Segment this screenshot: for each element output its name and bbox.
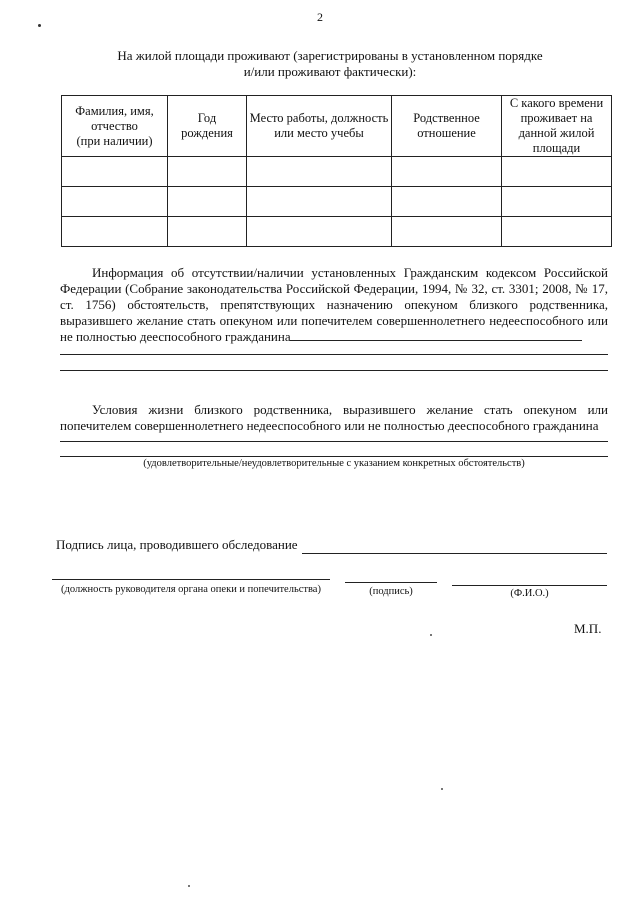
residents-intro — [60, 48, 600, 80]
table-row — [62, 157, 612, 187]
header-residence-since: С какого времени проживает на данной жилой площади — [502, 96, 612, 157]
table-cell[interactable] — [502, 157, 612, 187]
info-fill-line[interactable] — [60, 370, 608, 371]
stamp-placeholder: М.П. — [574, 621, 602, 636]
living-conditions-fill-line[interactable] — [60, 441, 608, 442]
position-caption: (должность руководителя органа опеки и попечительства) — [61, 584, 321, 595]
table-cell[interactable] — [502, 217, 612, 247]
table-cell[interactable] — [168, 217, 247, 247]
living-conditions-fill-line[interactable] — [60, 456, 608, 457]
table-cell[interactable] — [392, 187, 502, 217]
table-cell[interactable] — [392, 217, 502, 247]
header-birth-year: Год рождения — [168, 96, 247, 157]
table-cell[interactable] — [62, 217, 168, 247]
residents-table-header-row — [62, 96, 612, 157]
table-cell[interactable] — [247, 187, 392, 217]
table-row — [62, 217, 612, 247]
table-row — [62, 187, 612, 217]
scan-speck — [441, 788, 443, 790]
table-cell[interactable] — [502, 187, 612, 217]
header-workplace: Место работы, должность или место учебы — [247, 96, 392, 157]
scan-speck — [38, 24, 41, 27]
table-cell[interactable] — [247, 157, 392, 187]
header-full-name: Фамилия, имя, отчество (при наличии) — [62, 96, 168, 157]
page-number: 2 — [317, 10, 323, 24]
table-cell[interactable] — [392, 157, 502, 187]
position-line[interactable] — [52, 579, 330, 580]
info-paragraph: Информация об отсутствии/наличии установленных Гражданским кодексом Российской Федерации (Собрание законодательства Российской Федерации, 1994, № 32, ст. 3301; 2008, № 17, ст. 1756) обстоятельств, препятствующих назначению опекуном близкого родственника, выразившего желание стать опекуном или попечителем совершеннолетнего недееспособного или не полностью дееспособного гражданина — [60, 265, 608, 344]
table-cell[interactable] — [62, 157, 168, 187]
residents-table — [61, 95, 612, 247]
signature-caption: (подпись) — [369, 586, 413, 597]
inspector-signature-line[interactable] — [302, 553, 607, 554]
living-conditions-caption: (удовлетворительные/неудовлетворительные с указанием конкретных обстоятельств) — [143, 458, 525, 469]
header-relationship: Родственное отношение — [392, 96, 502, 157]
table-cell[interactable] — [168, 157, 247, 187]
scan-speck — [430, 634, 432, 636]
inspector-signature-label: Подпись лица, проводившего обследование — [56, 537, 298, 552]
table-cell[interactable] — [168, 187, 247, 217]
scan-speck — [188, 885, 190, 887]
residents-intro-line2: и/или проживают фактически): — [243, 64, 417, 79]
full-name-line[interactable] — [452, 585, 607, 586]
info-fill-line[interactable] — [60, 354, 608, 355]
living-conditions-paragraph: Условия жизни близкого родственника, выразившего желание стать опекуном или попечителем совершеннолетнего недееспособного или не полностью дееспособного гражданина — [60, 402, 608, 433]
residents-intro-line1: На жилой площади проживают (зарегистрированы в установленном порядке — [117, 48, 543, 63]
info-fill-line[interactable] — [290, 340, 582, 341]
table-cell[interactable] — [247, 217, 392, 247]
full-name-caption: (Ф.И.О.) — [510, 588, 549, 599]
table-cell[interactable] — [62, 187, 168, 217]
signature-line[interactable] — [345, 582, 437, 583]
